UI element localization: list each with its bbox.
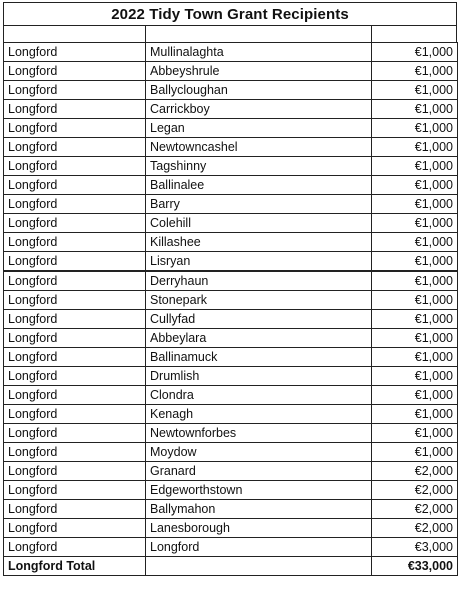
amount-cell: €1,000 — [372, 386, 458, 405]
town-cell: Ballycloughan — [146, 81, 372, 100]
table-row — [4, 443, 458, 462]
table-row — [4, 348, 458, 367]
town-cell: Barry — [146, 195, 372, 214]
county-cell: Longford — [4, 62, 146, 81]
town-cell: Abbeyshrule — [146, 62, 372, 81]
town-cell: Kenagh — [146, 405, 372, 424]
table-row — [4, 271, 458, 291]
total-row — [4, 557, 458, 576]
county-cell: Longford — [4, 386, 146, 405]
table-row — [4, 329, 458, 348]
county-cell: Longford — [4, 291, 146, 310]
amount-cell: €1,000 — [372, 252, 458, 272]
amount-cell: €1,000 — [372, 291, 458, 310]
amount-cell: €1,000 — [372, 443, 458, 462]
table-row — [4, 157, 458, 176]
town-cell: Longford — [146, 538, 372, 557]
table-row — [4, 252, 458, 272]
column-divider — [145, 26, 146, 42]
county-cell: Longford — [4, 138, 146, 157]
county-cell: Longford — [4, 538, 146, 557]
town-cell: Ballinalee — [146, 176, 372, 195]
town-cell: Carrickboy — [146, 100, 372, 119]
table-row — [4, 481, 458, 500]
amount-cell: €1,000 — [372, 233, 458, 252]
table-row — [4, 43, 458, 62]
town-cell: Derryhaun — [146, 271, 372, 291]
amount-cell: €2,000 — [372, 481, 458, 500]
table-row — [4, 214, 458, 233]
table-row — [4, 386, 458, 405]
county-cell: Longford — [4, 405, 146, 424]
page-title: 2022 Tidy Town Grant Recipients — [111, 5, 349, 23]
county-cell: Longford — [4, 462, 146, 481]
county-cell: Longford — [4, 481, 146, 500]
town-cell: Killashee — [146, 233, 372, 252]
county-cell: Longford — [4, 271, 146, 291]
table-row — [4, 462, 458, 481]
county-cell: Longford — [4, 519, 146, 538]
document-page — [3, 2, 457, 576]
amount-cell: €1,000 — [372, 310, 458, 329]
table-row — [4, 405, 458, 424]
town-cell: Colehill — [146, 214, 372, 233]
county-cell: Longford — [4, 100, 146, 119]
county-cell: Longford — [4, 195, 146, 214]
amount-cell: €1,000 — [372, 81, 458, 100]
county-cell: Longford — [4, 214, 146, 233]
table-row — [4, 310, 458, 329]
county-cell: Longford — [4, 367, 146, 386]
title-box — [3, 2, 457, 26]
town-cell: Tagshinny — [146, 157, 372, 176]
amount-cell: €1,000 — [372, 271, 458, 291]
town-cell: Abbeylara — [146, 329, 372, 348]
county-cell: Longford Total — [4, 557, 146, 576]
county-cell: Longford — [4, 310, 146, 329]
town-cell: Legan — [146, 119, 372, 138]
county-cell: Longford — [4, 176, 146, 195]
county-cell: Longford — [4, 157, 146, 176]
table-row — [4, 500, 458, 519]
county-cell: Longford — [4, 329, 146, 348]
table-row — [4, 176, 458, 195]
table-row — [4, 62, 458, 81]
amount-cell: €1,000 — [372, 62, 458, 81]
county-cell: Longford — [4, 233, 146, 252]
amount-cell: €1,000 — [372, 405, 458, 424]
table-row — [4, 367, 458, 386]
amount-cell: €1,000 — [372, 214, 458, 233]
table-row — [4, 291, 458, 310]
town-cell: Cullyfad — [146, 310, 372, 329]
town-cell: Newtownforbes — [146, 424, 372, 443]
amount-cell: €2,000 — [372, 500, 458, 519]
amount-cell: €2,000 — [372, 519, 458, 538]
table-row — [4, 81, 458, 100]
county-cell: Longford — [4, 500, 146, 519]
town-cell: Clondra — [146, 386, 372, 405]
town-cell: Stonepark — [146, 291, 372, 310]
town-cell: Mullinalaghta — [146, 43, 372, 62]
amount-cell: €1,000 — [372, 367, 458, 386]
town-cell — [146, 557, 372, 576]
county-cell: Longford — [4, 119, 146, 138]
amount-cell: €1,000 — [372, 195, 458, 214]
county-cell: Longford — [4, 252, 146, 272]
header-spacer — [3, 26, 457, 42]
amount-cell: €33,000 — [372, 557, 458, 576]
town-cell: Edgeworthstown — [146, 481, 372, 500]
amount-cell: €1,000 — [372, 424, 458, 443]
town-cell: Ballymahon — [146, 500, 372, 519]
county-cell: Longford — [4, 424, 146, 443]
county-cell: Longford — [4, 43, 146, 62]
grant-table — [3, 42, 458, 576]
table-row — [4, 119, 458, 138]
table-row — [4, 538, 458, 557]
table-row — [4, 100, 458, 119]
town-cell: Drumlish — [146, 367, 372, 386]
amount-cell: €1,000 — [372, 43, 458, 62]
amount-cell: €2,000 — [372, 462, 458, 481]
amount-cell: €1,000 — [372, 100, 458, 119]
county-cell: Longford — [4, 81, 146, 100]
grant-table-body — [4, 43, 458, 576]
amount-cell: €1,000 — [372, 119, 458, 138]
town-cell: Lisryan — [146, 252, 372, 272]
table-row — [4, 519, 458, 538]
column-divider — [371, 26, 372, 42]
amount-cell: €1,000 — [372, 157, 458, 176]
town-cell: Ballinamuck — [146, 348, 372, 367]
table-row — [4, 233, 458, 252]
amount-cell: €1,000 — [372, 329, 458, 348]
table-row — [4, 138, 458, 157]
town-cell: Moydow — [146, 443, 372, 462]
town-cell: Lanesborough — [146, 519, 372, 538]
town-cell: Newtowncashel — [146, 138, 372, 157]
county-cell: Longford — [4, 443, 146, 462]
amount-cell: €1,000 — [372, 348, 458, 367]
amount-cell: €1,000 — [372, 138, 458, 157]
table-row — [4, 195, 458, 214]
town-cell: Granard — [146, 462, 372, 481]
amount-cell: €3,000 — [372, 538, 458, 557]
table-row — [4, 424, 458, 443]
county-cell: Longford — [4, 348, 146, 367]
amount-cell: €1,000 — [372, 176, 458, 195]
